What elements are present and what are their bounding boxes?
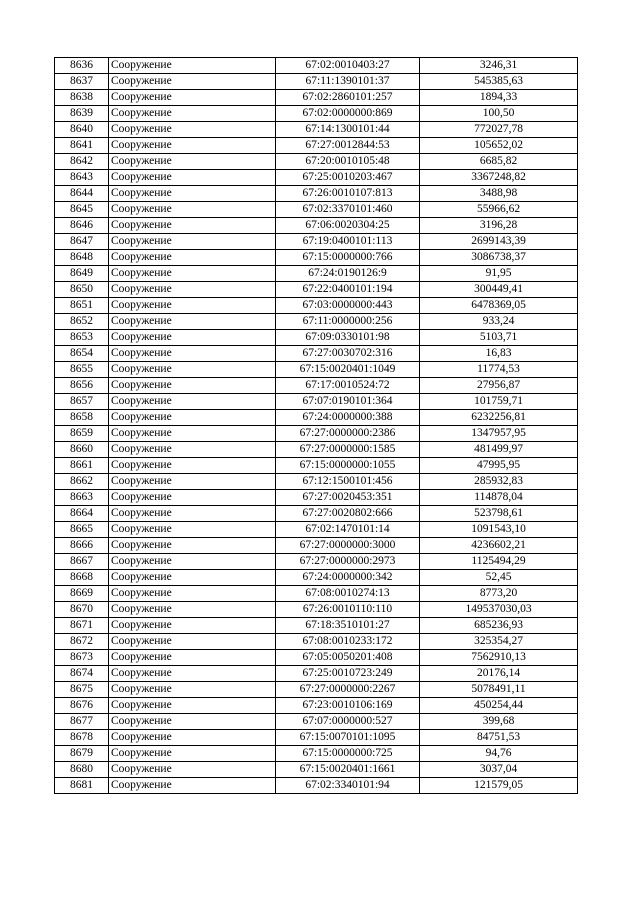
row-number-cell: 8668 <box>55 570 109 586</box>
cadastral-number-cell: 67:09:0330101:98 <box>276 330 420 346</box>
table-row <box>55 554 578 570</box>
object-type-cell: Сооружение <box>109 410 276 426</box>
table-row <box>55 650 578 666</box>
cadastral-number-cell: 67:02:2860101:257 <box>276 90 420 106</box>
object-type-cell: Сооружение <box>109 442 276 458</box>
row-number-cell: 8661 <box>55 458 109 474</box>
object-type-cell: Сооружение <box>109 458 276 474</box>
cadastral-number-cell: 67:24:0000000:388 <box>276 410 420 426</box>
cadastral-value-cell: 11774,53 <box>420 362 578 378</box>
cadastral-number-cell: 67:02:1470101:14 <box>276 522 420 538</box>
cadastral-number-cell: 67:15:0000000:725 <box>276 746 420 762</box>
registry-table <box>54 57 578 794</box>
cadastral-number-cell: 67:27:0000000:3000 <box>276 538 420 554</box>
object-type-cell: Сооружение <box>109 586 276 602</box>
cadastral-value-cell: 481499,97 <box>420 442 578 458</box>
row-number-cell: 8665 <box>55 522 109 538</box>
object-type-cell: Сооружение <box>109 554 276 570</box>
table-row <box>55 490 578 506</box>
row-number-cell: 8641 <box>55 138 109 154</box>
cadastral-value-cell: 84751,53 <box>420 730 578 746</box>
table-row <box>55 282 578 298</box>
table-row <box>55 426 578 442</box>
table-row <box>55 218 578 234</box>
table-row <box>55 474 578 490</box>
cadastral-value-cell: 3367248,82 <box>420 170 578 186</box>
table-row <box>55 666 578 682</box>
table-row <box>55 362 578 378</box>
row-number-cell: 8671 <box>55 618 109 634</box>
cadastral-value-cell: 16,83 <box>420 346 578 362</box>
cadastral-number-cell: 67:22:0400101:194 <box>276 282 420 298</box>
cadastral-value-cell: 55966,62 <box>420 202 578 218</box>
object-type-cell: Сооружение <box>109 58 276 74</box>
document-page <box>54 57 578 794</box>
row-number-cell: 8681 <box>55 778 109 794</box>
cadastral-value-cell: 149537030,03 <box>420 602 578 618</box>
object-type-cell: Сооружение <box>109 234 276 250</box>
cadastral-value-cell: 5103,71 <box>420 330 578 346</box>
cadastral-value-cell: 3246,31 <box>420 58 578 74</box>
object-type-cell: Сооружение <box>109 154 276 170</box>
row-number-cell: 8677 <box>55 714 109 730</box>
object-type-cell: Сооружение <box>109 746 276 762</box>
cadastral-number-cell: 67:27:0012844:53 <box>276 138 420 154</box>
table-row <box>55 538 578 554</box>
object-type-cell: Сооружение <box>109 538 276 554</box>
cadastral-value-cell: 47995,95 <box>420 458 578 474</box>
object-type-cell: Сооружение <box>109 122 276 138</box>
row-number-cell: 8649 <box>55 266 109 282</box>
object-type-cell: Сооружение <box>109 570 276 586</box>
object-type-cell: Сооружение <box>109 202 276 218</box>
cadastral-number-cell: 67:02:0010403:27 <box>276 58 420 74</box>
table-row <box>55 618 578 634</box>
cadastral-number-cell: 67:17:0010524:72 <box>276 378 420 394</box>
cadastral-value-cell: 1091543,10 <box>420 522 578 538</box>
cadastral-number-cell: 67:24:0000000:342 <box>276 570 420 586</box>
row-number-cell: 8645 <box>55 202 109 218</box>
table-row <box>55 202 578 218</box>
row-number-cell: 8650 <box>55 282 109 298</box>
cadastral-value-cell: 1125494,29 <box>420 554 578 570</box>
object-type-cell: Сооружение <box>109 394 276 410</box>
object-type-cell: Сооружение <box>109 682 276 698</box>
cadastral-value-cell: 3086738,37 <box>420 250 578 266</box>
cadastral-value-cell: 6232256,81 <box>420 410 578 426</box>
cadastral-value-cell: 2699143,39 <box>420 234 578 250</box>
row-number-cell: 8679 <box>55 746 109 762</box>
object-type-cell: Сооружение <box>109 138 276 154</box>
cadastral-value-cell: 91,95 <box>420 266 578 282</box>
object-type-cell: Сооружение <box>109 170 276 186</box>
cadastral-value-cell: 399,68 <box>420 714 578 730</box>
cadastral-value-cell: 52,45 <box>420 570 578 586</box>
cadastral-number-cell: 67:19:0400101:113 <box>276 234 420 250</box>
cadastral-number-cell: 67:18:3510101:27 <box>276 618 420 634</box>
cadastral-value-cell: 5078491,11 <box>420 682 578 698</box>
object-type-cell: Сооружение <box>109 218 276 234</box>
row-number-cell: 8636 <box>55 58 109 74</box>
row-number-cell: 8655 <box>55 362 109 378</box>
row-number-cell: 8640 <box>55 122 109 138</box>
object-type-cell: Сооружение <box>109 490 276 506</box>
table-row <box>55 330 578 346</box>
cadastral-number-cell: 67:27:0000000:1585 <box>276 442 420 458</box>
object-type-cell: Сооружение <box>109 250 276 266</box>
object-type-cell: Сооружение <box>109 106 276 122</box>
table-row <box>55 58 578 74</box>
object-type-cell: Сооружение <box>109 378 276 394</box>
object-type-cell: Сооружение <box>109 650 276 666</box>
cadastral-value-cell: 772027,78 <box>420 122 578 138</box>
table-row <box>55 234 578 250</box>
table-row <box>55 682 578 698</box>
cadastral-value-cell: 101759,71 <box>420 394 578 410</box>
row-number-cell: 8680 <box>55 762 109 778</box>
object-type-cell: Сооружение <box>109 778 276 794</box>
table-row <box>55 266 578 282</box>
cadastral-number-cell: 67:15:0020401:1049 <box>276 362 420 378</box>
cadastral-number-cell: 67:14:1300101:44 <box>276 122 420 138</box>
object-type-cell: Сооружение <box>109 282 276 298</box>
table-row <box>55 186 578 202</box>
object-type-cell: Сооружение <box>109 602 276 618</box>
cadastral-number-cell: 67:23:0010106:169 <box>276 698 420 714</box>
cadastral-value-cell: 933,24 <box>420 314 578 330</box>
cadastral-number-cell: 67:27:0020453:351 <box>276 490 420 506</box>
object-type-cell: Сооружение <box>109 522 276 538</box>
row-number-cell: 8674 <box>55 666 109 682</box>
table-row <box>55 762 578 778</box>
cadastral-number-cell: 67:12:1500101:456 <box>276 474 420 490</box>
object-type-cell: Сооружение <box>109 698 276 714</box>
object-type-cell: Сооружение <box>109 618 276 634</box>
table-row <box>55 298 578 314</box>
cadastral-value-cell: 685236,93 <box>420 618 578 634</box>
row-number-cell: 8642 <box>55 154 109 170</box>
registry-table-body <box>55 58 578 794</box>
cadastral-number-cell: 67:24:0190126:9 <box>276 266 420 282</box>
cadastral-value-cell: 1347957,95 <box>420 426 578 442</box>
object-type-cell: Сооружение <box>109 730 276 746</box>
table-row <box>55 634 578 650</box>
cadastral-value-cell: 100,50 <box>420 106 578 122</box>
cadastral-number-cell: 67:26:0010107:813 <box>276 186 420 202</box>
table-row <box>55 730 578 746</box>
cadastral-number-cell: 67:08:0010233:172 <box>276 634 420 650</box>
cadastral-value-cell: 325354,27 <box>420 634 578 650</box>
row-number-cell: 8673 <box>55 650 109 666</box>
object-type-cell: Сооружение <box>109 362 276 378</box>
cadastral-value-cell: 545385,63 <box>420 74 578 90</box>
cadastral-number-cell: 67:06:0020304:25 <box>276 218 420 234</box>
cadastral-number-cell: 67:15:0000000:1055 <box>276 458 420 474</box>
cadastral-value-cell: 8773,20 <box>420 586 578 602</box>
row-number-cell: 8678 <box>55 730 109 746</box>
row-number-cell: 8676 <box>55 698 109 714</box>
cadastral-value-cell: 6685,82 <box>420 154 578 170</box>
table-row <box>55 506 578 522</box>
cadastral-number-cell: 67:26:0010110:110 <box>276 602 420 618</box>
row-number-cell: 8637 <box>55 74 109 90</box>
row-number-cell: 8662 <box>55 474 109 490</box>
cadastral-number-cell: 67:27:0030702:316 <box>276 346 420 362</box>
cadastral-number-cell: 67:25:0010723:249 <box>276 666 420 682</box>
cadastral-number-cell: 67:15:0000000:766 <box>276 250 420 266</box>
table-row <box>55 522 578 538</box>
row-number-cell: 8656 <box>55 378 109 394</box>
table-row <box>55 714 578 730</box>
table-row <box>55 378 578 394</box>
cadastral-number-cell: 67:02:3370101:460 <box>276 202 420 218</box>
row-number-cell: 8658 <box>55 410 109 426</box>
object-type-cell: Сооружение <box>109 474 276 490</box>
table-row <box>55 394 578 410</box>
row-number-cell: 8660 <box>55 442 109 458</box>
cadastral-value-cell: 523798,61 <box>420 506 578 522</box>
row-number-cell: 8670 <box>55 602 109 618</box>
cadastral-number-cell: 67:25:0010203:467 <box>276 170 420 186</box>
cadastral-value-cell: 3196,28 <box>420 218 578 234</box>
row-number-cell: 8663 <box>55 490 109 506</box>
table-row <box>55 442 578 458</box>
cadastral-number-cell: 67:07:0190101:364 <box>276 394 420 410</box>
table-row <box>55 122 578 138</box>
object-type-cell: Сооружение <box>109 666 276 682</box>
cadastral-number-cell: 67:20:0010105:48 <box>276 154 420 170</box>
table-row <box>55 746 578 762</box>
cadastral-value-cell: 450254,44 <box>420 698 578 714</box>
cadastral-number-cell: 67:05:0050201:408 <box>276 650 420 666</box>
cadastral-number-cell: 67:27:0000000:2386 <box>276 426 420 442</box>
row-number-cell: 8638 <box>55 90 109 106</box>
cadastral-number-cell: 67:08:0010274:13 <box>276 586 420 602</box>
row-number-cell: 8654 <box>55 346 109 362</box>
table-row <box>55 602 578 618</box>
row-number-cell: 8653 <box>55 330 109 346</box>
row-number-cell: 8666 <box>55 538 109 554</box>
object-type-cell: Сооружение <box>109 346 276 362</box>
object-type-cell: Сооружение <box>109 186 276 202</box>
cadastral-value-cell: 20176,14 <box>420 666 578 682</box>
row-number-cell: 8644 <box>55 186 109 202</box>
table-row <box>55 106 578 122</box>
cadastral-number-cell: 67:27:0020802:666 <box>276 506 420 522</box>
table-row <box>55 314 578 330</box>
cadastral-value-cell: 1894,33 <box>420 90 578 106</box>
table-row <box>55 138 578 154</box>
table-row <box>55 778 578 794</box>
row-number-cell: 8648 <box>55 250 109 266</box>
cadastral-value-cell: 94,76 <box>420 746 578 762</box>
table-row <box>55 570 578 586</box>
row-number-cell: 8675 <box>55 682 109 698</box>
row-number-cell: 8651 <box>55 298 109 314</box>
object-type-cell: Сооружение <box>109 714 276 730</box>
object-type-cell: Сооружение <box>109 426 276 442</box>
cadastral-value-cell: 3037,04 <box>420 762 578 778</box>
cadastral-value-cell: 4236602,21 <box>420 538 578 554</box>
cadastral-number-cell: 67:27:0000000:2267 <box>276 682 420 698</box>
row-number-cell: 8667 <box>55 554 109 570</box>
row-number-cell: 8646 <box>55 218 109 234</box>
row-number-cell: 8657 <box>55 394 109 410</box>
cadastral-number-cell: 67:15:0070101:1095 <box>276 730 420 746</box>
object-type-cell: Сооружение <box>109 298 276 314</box>
table-row <box>55 90 578 106</box>
cadastral-value-cell: 300449,41 <box>420 282 578 298</box>
cadastral-value-cell: 114878,04 <box>420 490 578 506</box>
cadastral-value-cell: 7562910,13 <box>420 650 578 666</box>
object-type-cell: Сооружение <box>109 266 276 282</box>
row-number-cell: 8652 <box>55 314 109 330</box>
cadastral-value-cell: 27956,87 <box>420 378 578 394</box>
object-type-cell: Сооружение <box>109 762 276 778</box>
table-row <box>55 410 578 426</box>
table-row <box>55 74 578 90</box>
cadastral-number-cell: 67:11:1390101:37 <box>276 74 420 90</box>
cadastral-number-cell: 67:27:0000000:2973 <box>276 554 420 570</box>
object-type-cell: Сооружение <box>109 314 276 330</box>
row-number-cell: 8643 <box>55 170 109 186</box>
table-row <box>55 458 578 474</box>
cadastral-value-cell: 105652,02 <box>420 138 578 154</box>
table-row <box>55 586 578 602</box>
cadastral-value-cell: 121579,05 <box>420 778 578 794</box>
row-number-cell: 8639 <box>55 106 109 122</box>
table-row <box>55 346 578 362</box>
cadastral-number-cell: 67:03:0000000:443 <box>276 298 420 314</box>
row-number-cell: 8664 <box>55 506 109 522</box>
cadastral-number-cell: 67:11:0000000:256 <box>276 314 420 330</box>
row-number-cell: 8672 <box>55 634 109 650</box>
table-row <box>55 170 578 186</box>
cadastral-value-cell: 6478369,05 <box>420 298 578 314</box>
table-row <box>55 250 578 266</box>
row-number-cell: 8647 <box>55 234 109 250</box>
object-type-cell: Сооружение <box>109 634 276 650</box>
cadastral-number-cell: 67:15:0020401:1661 <box>276 762 420 778</box>
object-type-cell: Сооружение <box>109 506 276 522</box>
object-type-cell: Сооружение <box>109 330 276 346</box>
table-row <box>55 154 578 170</box>
cadastral-number-cell: 67:02:0000000:869 <box>276 106 420 122</box>
table-row <box>55 698 578 714</box>
cadastral-number-cell: 67:07:0000000:527 <box>276 714 420 730</box>
cadastral-value-cell: 3488,98 <box>420 186 578 202</box>
row-number-cell: 8669 <box>55 586 109 602</box>
cadastral-number-cell: 67:02:3340101:94 <box>276 778 420 794</box>
object-type-cell: Сооружение <box>109 74 276 90</box>
object-type-cell: Сооружение <box>109 90 276 106</box>
row-number-cell: 8659 <box>55 426 109 442</box>
cadastral-value-cell: 285932,83 <box>420 474 578 490</box>
